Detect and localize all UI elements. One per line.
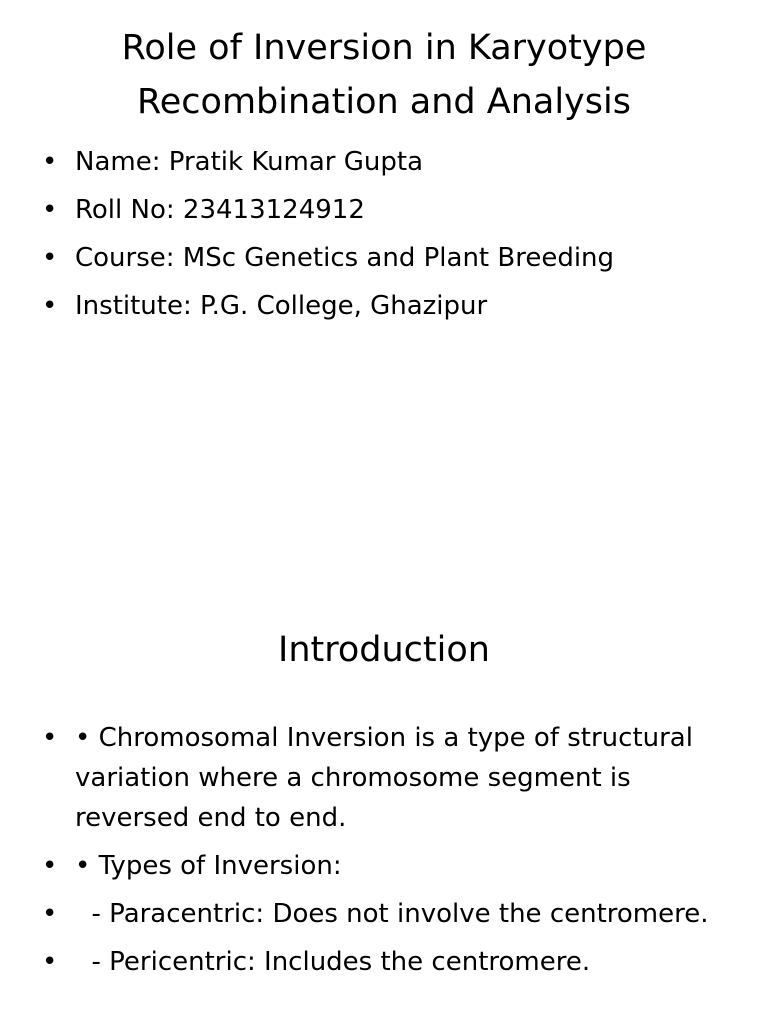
list-item-text: - Paracentric: Does not involve the centromere. — [75, 899, 709, 929]
list-item — [40, 238, 728, 278]
list-item-text: Roll No: 23413124912 — [75, 195, 365, 225]
list-item — [40, 190, 728, 230]
list-item-text: • Types of Inversion: — [75, 851, 342, 881]
list-item — [40, 718, 728, 838]
list-item-text: - Pericentric: Includes the centromere. — [75, 947, 591, 977]
list-item — [40, 846, 728, 886]
bullet-icon: • — [42, 723, 58, 753]
introduction-slide — [0, 576, 768, 1024]
bullet-icon: • — [42, 851, 58, 881]
list-item-text: • Chromosomal Inversion is a type of structural variation where a chromosome segment is reversed end to end. — [75, 723, 693, 833]
slide-title: Introduction — [278, 630, 490, 670]
slide-title: Role of Inversion in Karyotype Recombination and Analysis — [121, 28, 647, 122]
bullet-icon: • — [42, 899, 58, 929]
list-item — [40, 894, 728, 934]
list-item-text: Institute: P.G. College, Ghazipur — [75, 291, 488, 321]
bullet-icon: • — [42, 195, 58, 225]
bullet-list — [40, 142, 728, 334]
bullet-icon: • — [42, 947, 58, 977]
bullet-icon: • — [42, 243, 58, 273]
list-item — [40, 142, 728, 182]
bullet-icon: • — [42, 147, 58, 177]
list-item — [40, 942, 728, 982]
list-item-text: Course: MSc Genetics and Plant Breeding — [75, 243, 615, 273]
list-item-text: Name: Pratik Kumar Gupta — [75, 147, 424, 177]
bullet-list — [40, 718, 728, 990]
bullet-icon: • — [42, 291, 58, 321]
list-item — [40, 286, 728, 326]
